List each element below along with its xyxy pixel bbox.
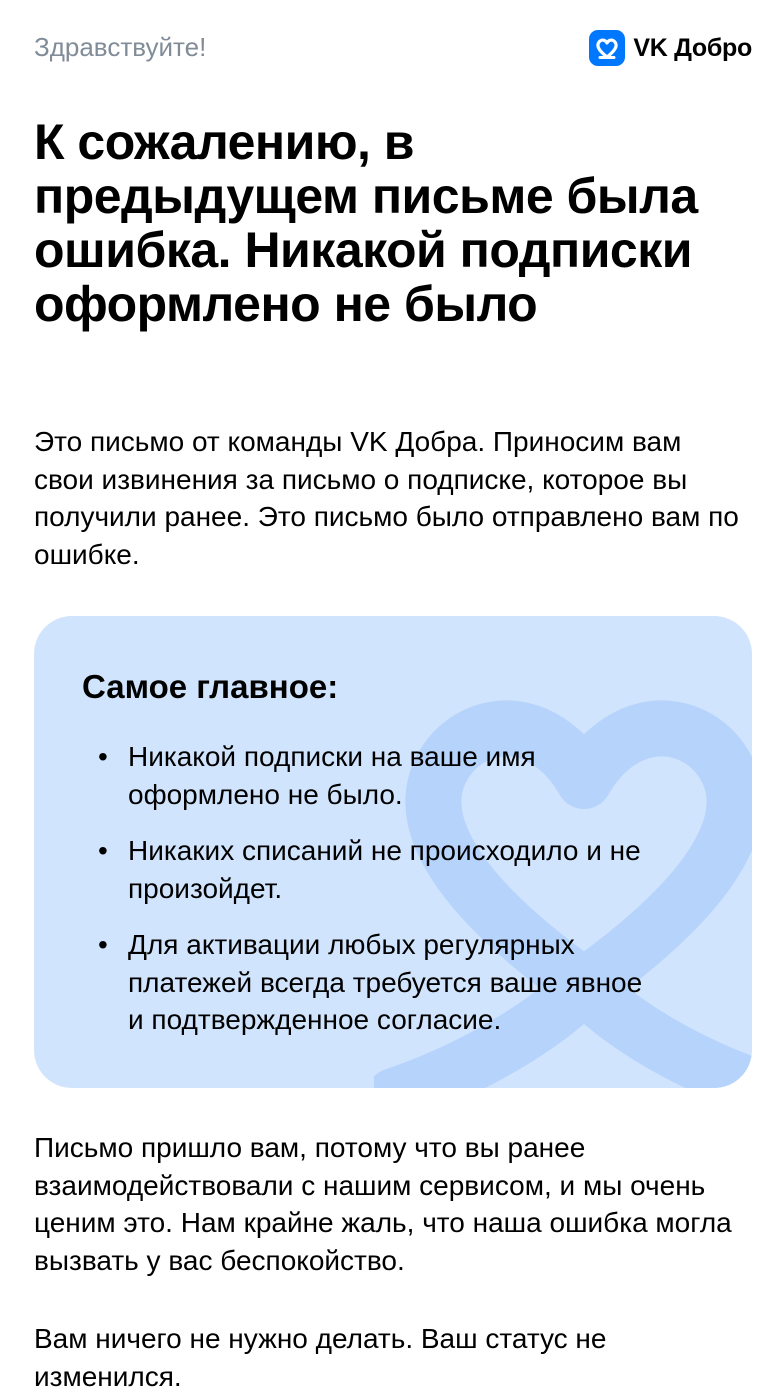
list-item-text: Для активации любых регулярных платежей всегда требуется ваше явное и подтвержденное согласие. bbox=[128, 929, 643, 1035]
card-title: Самое главное: bbox=[82, 668, 339, 705]
list-item bbox=[98, 832, 658, 907]
headline: К сожалению, в предыдущем письме была ошибка. Никакой подписки оформлено не было bbox=[34, 114, 698, 332]
no-action-paragraph: Вам ничего не нужно делать. Ваш статус не изменился. bbox=[34, 1323, 607, 1392]
key-points-list bbox=[98, 738, 658, 1058]
brand-name: VK Добро bbox=[633, 33, 752, 62]
list-item bbox=[98, 926, 658, 1039]
key-points-card bbox=[34, 616, 752, 1088]
bullet-icon: • bbox=[98, 835, 108, 866]
list-item-text: Никакой подписки на ваше имя оформлено не было. bbox=[128, 741, 536, 810]
greeting: Здравствуйте! bbox=[34, 32, 207, 62]
list-item-text: Никаких списаний не происходило и не произойдет. bbox=[128, 835, 641, 904]
intro-paragraph: Это письмо от команды VK Добра. Приносим вам свои извинения за письмо о подписке, которое вы получили ранее. Это письмо было отправлено вам по ошибке. bbox=[34, 426, 739, 570]
reason-paragraph: Письмо пришло вам, потому что вы ранее взаимодействовали с нашим сервисом, и мы очень ценим это. Нам крайне жаль, что наша ошибка могла вызвать у вас беспокойство. bbox=[34, 1132, 732, 1276]
email-header bbox=[34, 30, 752, 70]
list-item bbox=[98, 738, 658, 813]
brand-logo-link[interactable] bbox=[589, 30, 752, 66]
bullet-icon: • bbox=[98, 929, 108, 960]
bullet-icon: • bbox=[98, 741, 108, 772]
vk-dobro-logo-icon bbox=[589, 30, 625, 66]
